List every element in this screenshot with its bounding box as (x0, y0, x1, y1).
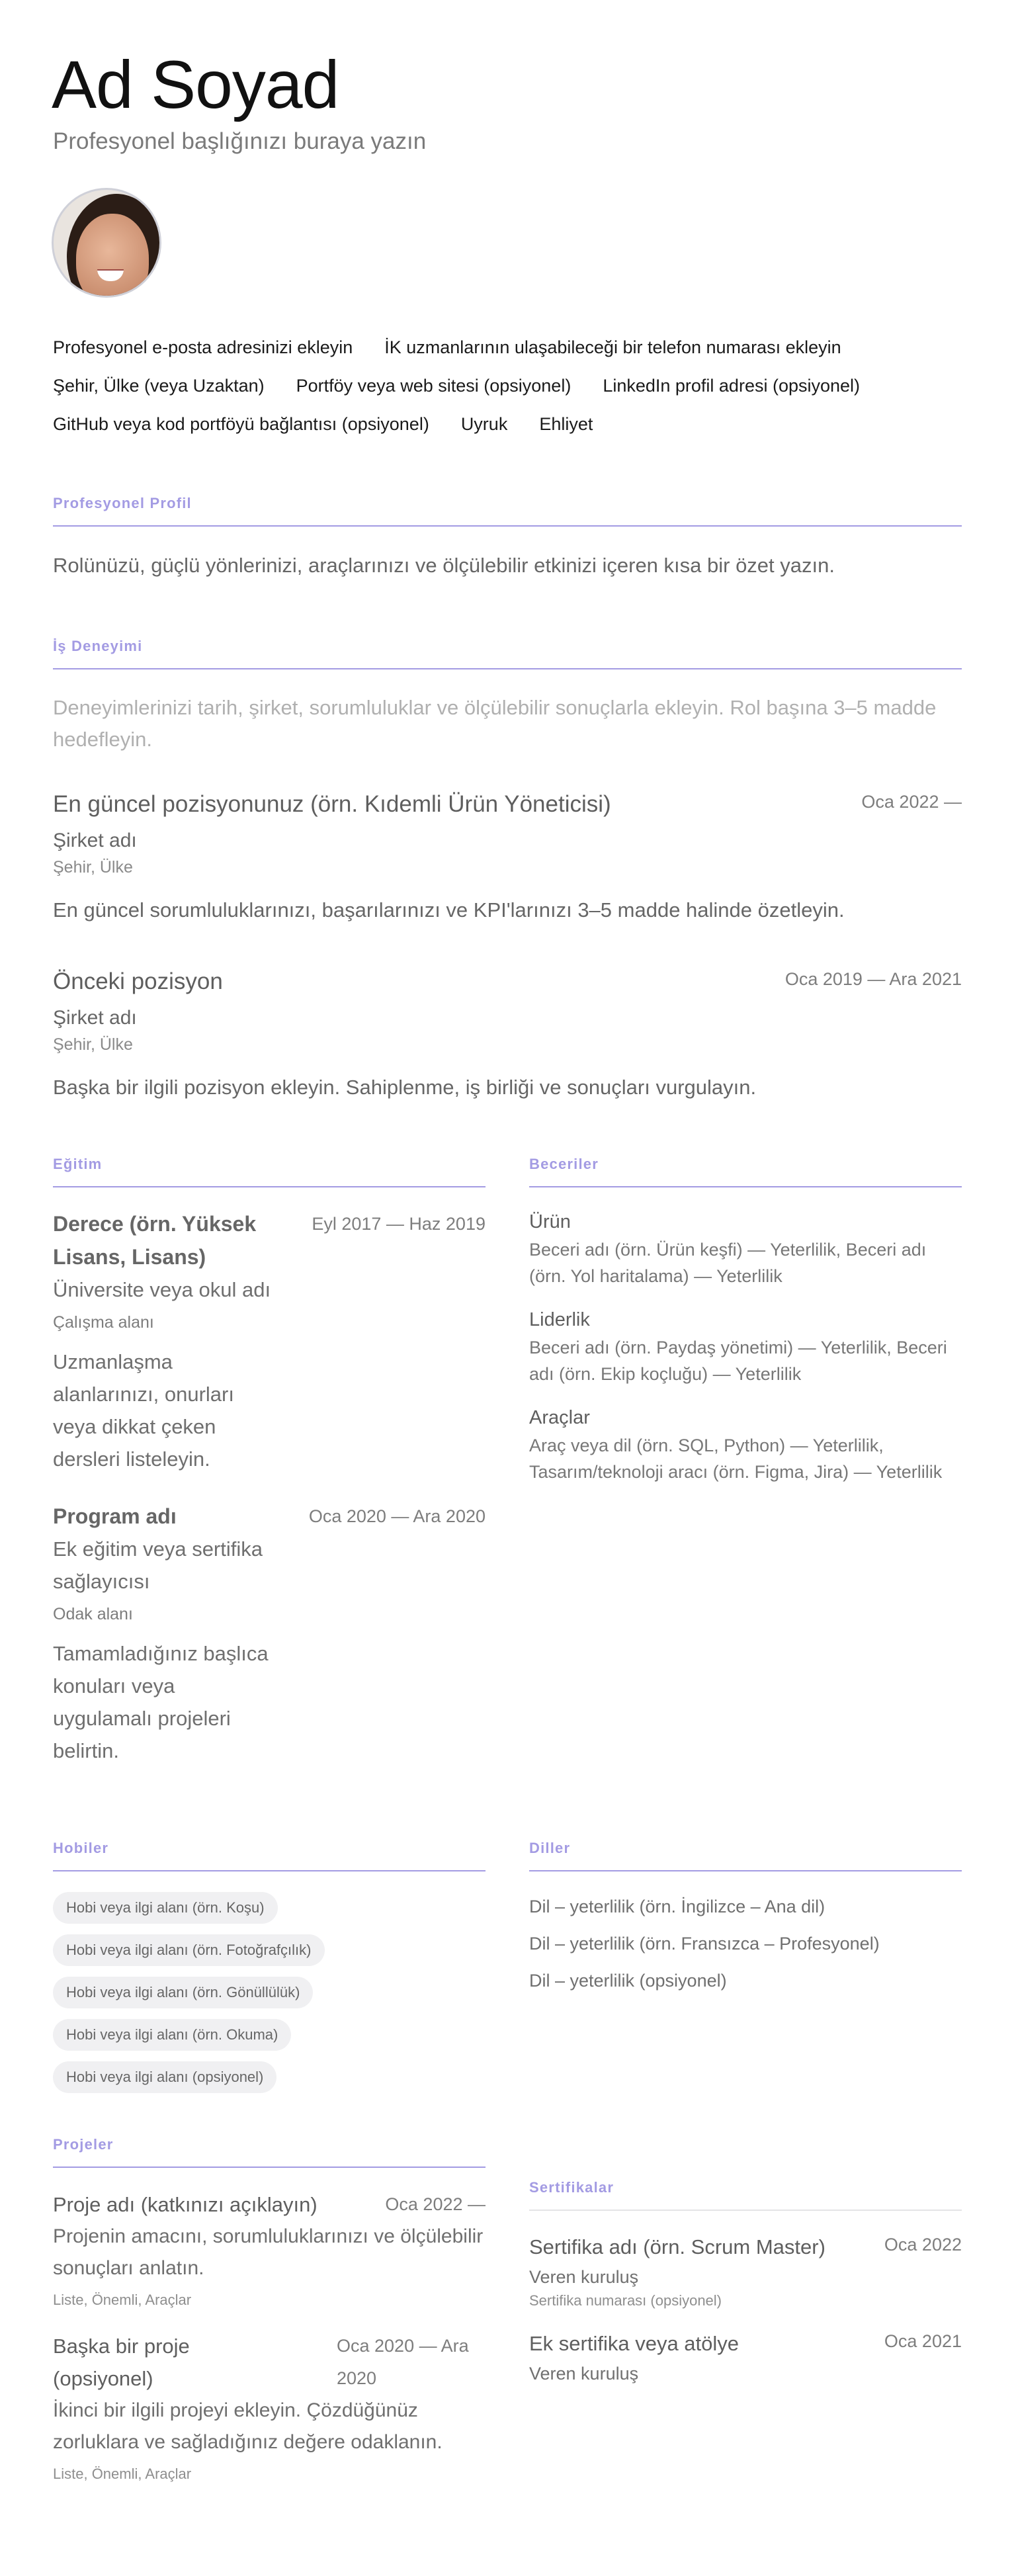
certifications-section (529, 2179, 962, 2387)
field-of-study: Odak alanı (53, 1605, 133, 1623)
certification-date: Oca 2021 (884, 2331, 962, 2351)
section-heading: Diller (529, 1840, 962, 1871)
contact-linkedin[interactable]: LinkedIn profil adresi (opsiyonel) (603, 376, 861, 396)
skill-group (529, 1209, 962, 1289)
education-date: Eyl 2017 — Haz 2019 (312, 1214, 486, 1234)
project-date: Oca 2020 — Ara 2020 (337, 2336, 469, 2388)
project-description: Projenin amacını, sorumluluklarınızı ve ölçülebilir sonuçları anlatın. (53, 2225, 484, 2279)
hobby-chip: Hobi veya ilgi alanı (örn. Koşu) (53, 1892, 278, 1924)
job-entry (53, 790, 962, 926)
contact-license: Ehliyet (539, 414, 593, 434)
hobby-chip: Hobi veya ilgi alanı (opsiyonel) (53, 2061, 276, 2093)
education-entry (53, 1500, 486, 1767)
hobby-chip: Hobi veya ilgi alanı (örn. Gönüllülük) (53, 1977, 313, 2008)
education-section (53, 1156, 486, 1767)
avatar (52, 188, 161, 298)
skill-category: Liderlik (529, 1309, 590, 1330)
avatar-face (76, 214, 149, 298)
education-entry (53, 1207, 486, 1475)
job-company: Şirket adı (53, 1007, 137, 1029)
professional-title: Profesyonel başlığınızı buraya yazın (53, 128, 427, 154)
project-title: Proje adı (katkınızı açıklayın) (53, 2193, 318, 2216)
section-heading: İş Deneyimi (53, 638, 962, 669)
contact-phone[interactable]: İK uzmanlarının ulaşabileceği bir telefon numarası ekleyin (384, 337, 841, 357)
certification-number: Sertifika numarası (opsiyonel) (529, 2292, 722, 2309)
project-date: Oca 2022 — (385, 2194, 486, 2214)
job-title: En güncel pozisyonunuz (örn. Kıdemli Ürün Yöneticisi) (53, 791, 611, 817)
project-description: İkinci bir ilgili projeyi ekleyin. Çözdüğünüz zorluklara ve sağladığınız değere odaklanın. (53, 2399, 443, 2453)
profile-section (53, 495, 962, 581)
skill-category: Araçlar (529, 1407, 590, 1428)
school-name: Üniversite veya okul adı (53, 1278, 271, 1301)
language-item: Dil – yeterlilik (örn. İngilizce – Ana dil) (529, 1897, 826, 1916)
projects-section (53, 2136, 486, 2485)
education-date: Oca 2020 — Ara 2020 (308, 1506, 486, 1526)
skill-items: Araç veya dil (örn. SQL, Python) — Yeterlilik, Tasarım/teknoloji aracı (örn. Figma, Jira) — Yeterlilik (529, 1436, 943, 1482)
job-entry (53, 967, 962, 1103)
degree-title: Derece (örn. Yüksek Lisans, Lisans) (53, 1212, 257, 1269)
hobby-chip: Hobi veya ilgi alanı (örn. Okuma) (53, 2019, 291, 2051)
section-heading: Eğitim (53, 1156, 486, 1187)
contact-github[interactable]: GitHub veya kod portföyü bağlantısı (opsiyonel) (53, 414, 429, 434)
job-title: Önceki pozisyon (53, 968, 223, 994)
project-tags: Liste, Önemli, Araçlar (53, 2466, 192, 2482)
section-heading: Hobiler (53, 1840, 486, 1871)
project-title: Başka bir proje (opsiyonel) (53, 2335, 190, 2390)
job-description: En güncel sorumluluklarınızı, başarılarınızı ve KPI'larınızı 3–5 madde halinde özetleyin. (53, 898, 845, 922)
education-description: Uzmanlaşma alanlarınızı, onurları veya dikkat çeken dersleri listeleyin. (53, 1350, 234, 1471)
job-description: Başka bir ilgili pozisyon ekleyin. Sahiplenme, iş birliği ve sonuçları vurgulayın. (53, 1076, 757, 1099)
section-heading: Beceriler (529, 1156, 962, 1187)
contact-nationality: Uyruk (460, 414, 508, 434)
certification-entry (529, 2233, 962, 2311)
certification-title: Ek sertifika veya atölye (529, 2332, 740, 2355)
languages-section (529, 1840, 962, 1999)
hobbies-section (53, 1840, 486, 2104)
contact-location: Şehir, Ülke (veya Uzaktan) (53, 376, 265, 396)
skill-group (529, 1404, 962, 1485)
field-of-study: Çalışma alanı (53, 1313, 154, 1332)
job-location: Şehir, Ülke (53, 858, 133, 877)
certification-title: Sertifika adı (örn. Scrum Master) (529, 2235, 826, 2258)
education-description: Tamamladığınız başlıca konuları veya uygulamalı projeleri belirtin. (53, 1642, 269, 1762)
section-heading: Profesyonel Profil (53, 495, 962, 527)
project-entry (53, 2188, 486, 2311)
experience-section (53, 638, 962, 1103)
job-location: Şehir, Ülke (53, 1035, 133, 1054)
school-name: Ek eğitim veya sertifika sağlayıcısı (53, 1537, 263, 1593)
skill-items: Beceri adı (örn. Paydaş yönetimi) — Yeterlilik, Beceri adı (örn. Ekip koçluğu) — Yeterlilik (529, 1338, 947, 1384)
experience-intro: Deneyimlerinizi tarih, şirket, sorumluluklar ve ölçülebilir sonuçlarla ekleyin. Rol başına 3–5 madde hedefleyin. (53, 696, 937, 751)
project-tags: Liste, Önemli, Araçlar (53, 2292, 192, 2308)
skill-group (529, 1307, 962, 1387)
skill-category: Ürün (529, 1211, 571, 1232)
language-item: Dil – yeterlilik (opsiyonel) (529, 1971, 727, 1991)
degree-title: Program adı (53, 1504, 177, 1528)
contact-portfolio[interactable]: Portföy veya web sitesi (opsiyonel) (296, 376, 572, 396)
certification-issuer: Veren kuruluş (529, 2364, 639, 2383)
skill-items: Beceri adı (örn. Ürün keşfi) — Yeterlilik, Beceri adı (örn. Yol haritalama) — Yeterlilik (529, 1240, 927, 1286)
certification-date: Oca 2022 (884, 2235, 962, 2254)
section-heading: Projeler (53, 2136, 486, 2168)
certification-issuer: Veren kuruluş (529, 2267, 639, 2287)
contact-list (53, 328, 966, 443)
job-date: Oca 2022 — (861, 792, 962, 812)
hobby-chip: Hobi veya ilgi alanı (örn. Fotoğrafçılık) (53, 1934, 325, 1966)
skills-section (529, 1156, 962, 1485)
job-date: Oca 2019 — Ara 2021 (784, 969, 962, 989)
section-heading: Sertifikalar (529, 2179, 962, 2211)
profile-summary: Rolünüzü, güçlü yönlerinizi, araçlarınızı ve ölçülebilir etkinizi içeren kısa bir özet yazın. (53, 554, 835, 577)
full-name: Ad Soyad (52, 47, 339, 122)
job-company: Şirket adı (53, 830, 137, 851)
contact-email[interactable]: Profesyonel e-posta adresinizi ekleyin (53, 337, 353, 357)
project-entry (53, 2330, 486, 2485)
certification-entry (529, 2329, 962, 2387)
language-item: Dil – yeterlilik (örn. Fransızca – Profesyonel) (529, 1934, 880, 1953)
